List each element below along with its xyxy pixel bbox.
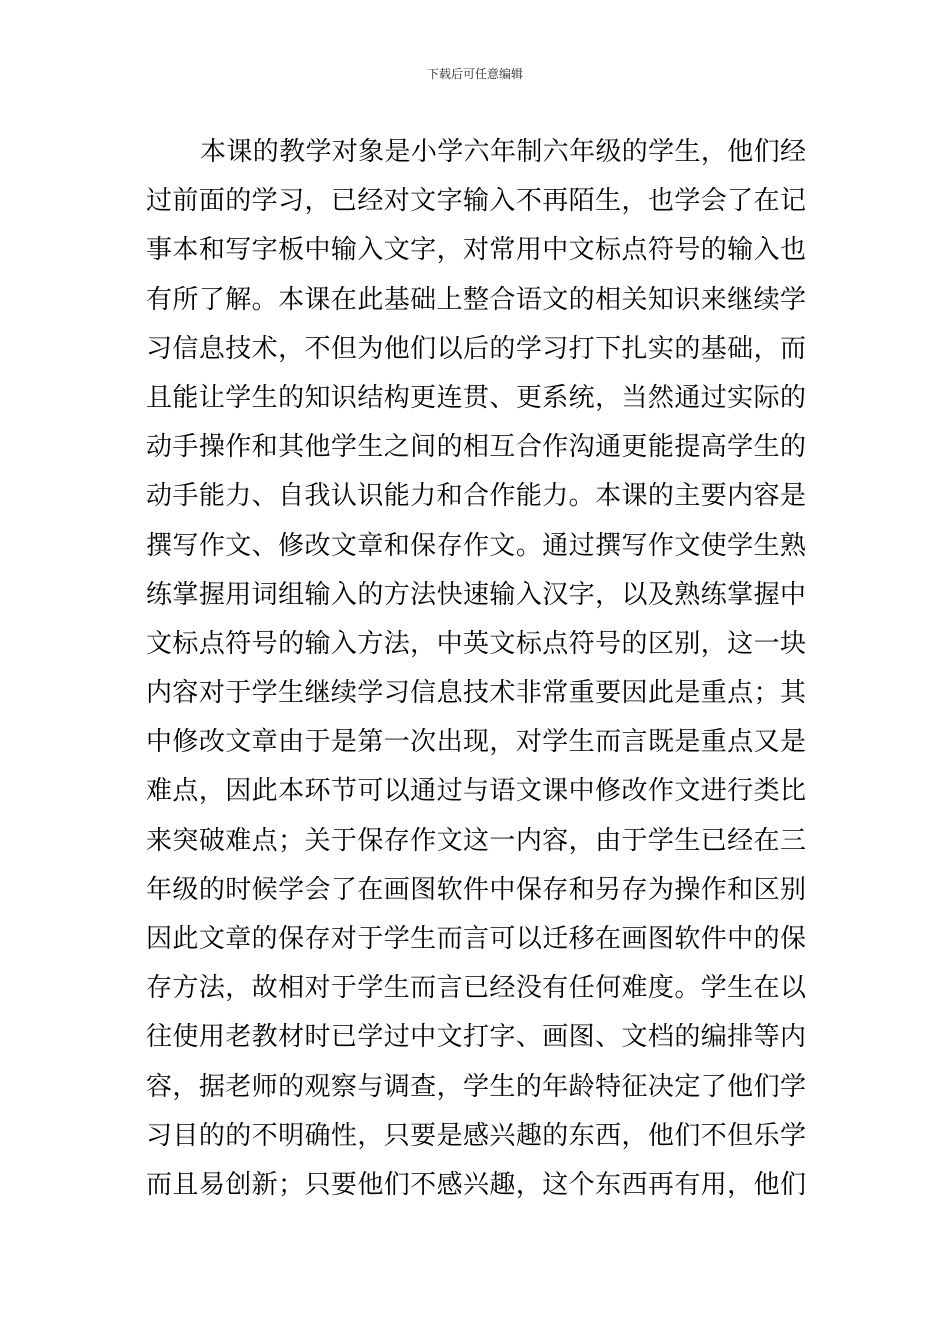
paragraph-line: 内容对于学生继续学习信息技术非常重要因此是重点；其: [146, 678, 806, 709]
paragraph-line: 本课的教学对象是小学六年制六年级的学生，他们经: [200, 137, 806, 167]
paragraph-line: 文标点符号的输入方法，中英文标点符号的区别，这一块: [146, 628, 806, 659]
paragraph-line: 且能让学生的知识结构更连贯、更系统，当然通过实际的: [146, 382, 806, 413]
body-paragraph: [146, 128, 806, 1210]
paragraph-line: 年级的时候学会了在画图软件中保存和另存为操作和区别: [146, 874, 806, 905]
paragraph-line: 事本和写字板中输入文字，对常用中文标点符号的输入也: [146, 235, 806, 266]
paragraph-line: 撰写作文、修改文章和保存作文。通过撰写作文使学生熟: [146, 530, 806, 561]
paragraph-line: 练掌握用词组输入的方法快速输入汉字，以及熟练掌握中: [146, 579, 806, 610]
paragraph-line: 而且易创新；只要他们不感兴趣，这个东西再有用，他们: [146, 1169, 806, 1200]
paragraph-line: 动手能力、自我认识能力和合作能力。本课的主要内容是: [146, 481, 806, 512]
paragraph-line: 动手操作和其他学生之间的相互合作沟通更能提高学生的: [146, 432, 806, 463]
paragraph-line: 因此文章的保存对于学生而言可以迁移在画图软件中的保: [146, 924, 806, 954]
paragraph-line: 存方法，故相对于学生而言已经没有任何难度。学生在以: [146, 973, 806, 1004]
paragraph-line: 中修改文章由于是第一次出现，对学生而言既是重点又是: [146, 727, 806, 758]
paragraph-line: 习信息技术，不但为他们以后的学习打下扎实的基础，而: [146, 333, 806, 364]
paragraph-line: 来突破难点；关于保存作文这一内容，由于学生已经在三: [146, 825, 806, 856]
paragraph-line: 难点，因此本环节可以通过与语文课中修改作文进行类比: [146, 776, 806, 807]
paragraph-line: 过前面的学习，已经对文字输入不再陌生，也学会了在记: [146, 186, 806, 217]
paragraph-line: 往使用老教材时已学过中文打字、画图、文档的编排等内: [146, 1022, 806, 1053]
page-header: 下载后可任意编辑: [426, 67, 523, 81]
paragraph-line: 容，据老师的观察与调查，学生的年龄特征决定了他们学: [146, 1071, 806, 1102]
paragraph-line: 有所了解。本课在此基础上整合语文的相关知识来继续学: [146, 284, 806, 315]
paragraph-line: 习目的的不明确性，只要是感兴趣的东西，他们不但乐学: [146, 1120, 806, 1151]
